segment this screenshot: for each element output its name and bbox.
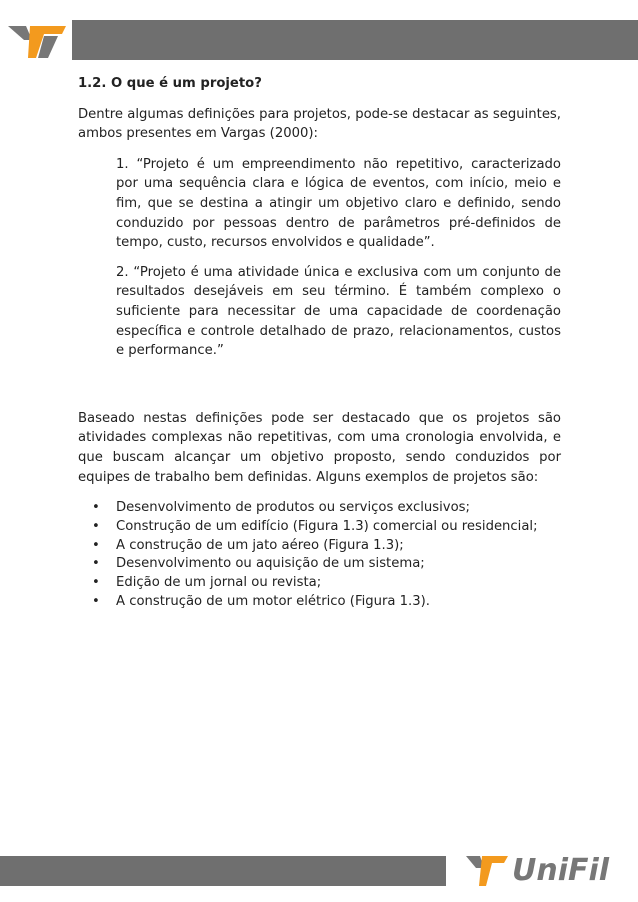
- list-item-text: Desenvolvimento ou aquisição de um sistema;: [116, 556, 425, 572]
- footer-logo: [446, 848, 638, 894]
- header-bar: [60, 20, 638, 60]
- list-item: [78, 555, 561, 574]
- list-item: [78, 499, 561, 518]
- intro-paragraph: Dentre algumas definições para projetos, pode-se destacar as seguintes, ambos presentes em Vargas (2000):: [78, 106, 561, 142]
- section-title: 1.2. O que é um projeto?: [78, 76, 262, 91]
- list-item-text: A construção de um motor elétrico (Figura 1.3).: [116, 594, 430, 610]
- list-item: [78, 574, 561, 593]
- footer-brand: UniFil: [512, 853, 610, 888]
- bullet-icon: •: [92, 518, 100, 534]
- list-item-text: A construção de um jato aéreo (Figura 1.3);: [116, 537, 404, 553]
- list-item-text: Desenvolvimento de produtos ou serviços exclusivos;: [116, 500, 470, 516]
- bullet-icon: •: [92, 500, 100, 516]
- list-item-text: Edição de um jornal ou revista;: [116, 575, 322, 591]
- list-item: [78, 518, 561, 537]
- page-content: [78, 74, 561, 612]
- spacer: [78, 371, 561, 409]
- bullet-icon: •: [92, 556, 100, 572]
- bullet-icon: •: [92, 575, 100, 591]
- unifil-emblem-icon: [446, 848, 510, 894]
- definition-quote-2: 2. “Projeto é uma atividade única e exclusiva com um conjunto de resultados desejáveis em seu término. É também complexo o suficiente para necessitar de uma capacidade de coordenação específica e controle detalhado de prazo, relacionamentos, custos e performance.”: [116, 264, 561, 359]
- list-item: [78, 593, 561, 612]
- list-item-text: Construção de um edifício (Figura 1.3) comercial ou residencial;: [116, 518, 538, 534]
- list-item: [78, 537, 561, 556]
- bullet-icon: •: [92, 594, 100, 610]
- examples-list: [78, 499, 561, 612]
- unifil-emblem-icon: [0, 18, 72, 64]
- summary-paragraph: Baseado nestas definições pode ser destacado que os projetos são atividades complexas não repetitivas, com uma cronologia envolvida, e que buscam alcançar um objetivo proposto, sendo conduzidos por equipes de trabalho bem definidas. Alguns exemplos de projetos são:: [78, 410, 561, 485]
- bullet-icon: •: [92, 537, 100, 553]
- header-logo: [0, 18, 72, 64]
- definition-quote-1: 1. “Projeto é um empreendimento não repetitivo, caracterizado por uma sequência clara e lógica de eventos, com início, meio e fim, que se destina a atingir um objetivo claro e definido, sendo conduzido por pessoas dentro de parâmetros pré-definidos de tempo, custo, recursos envolvidos e qualidade”.: [116, 156, 561, 251]
